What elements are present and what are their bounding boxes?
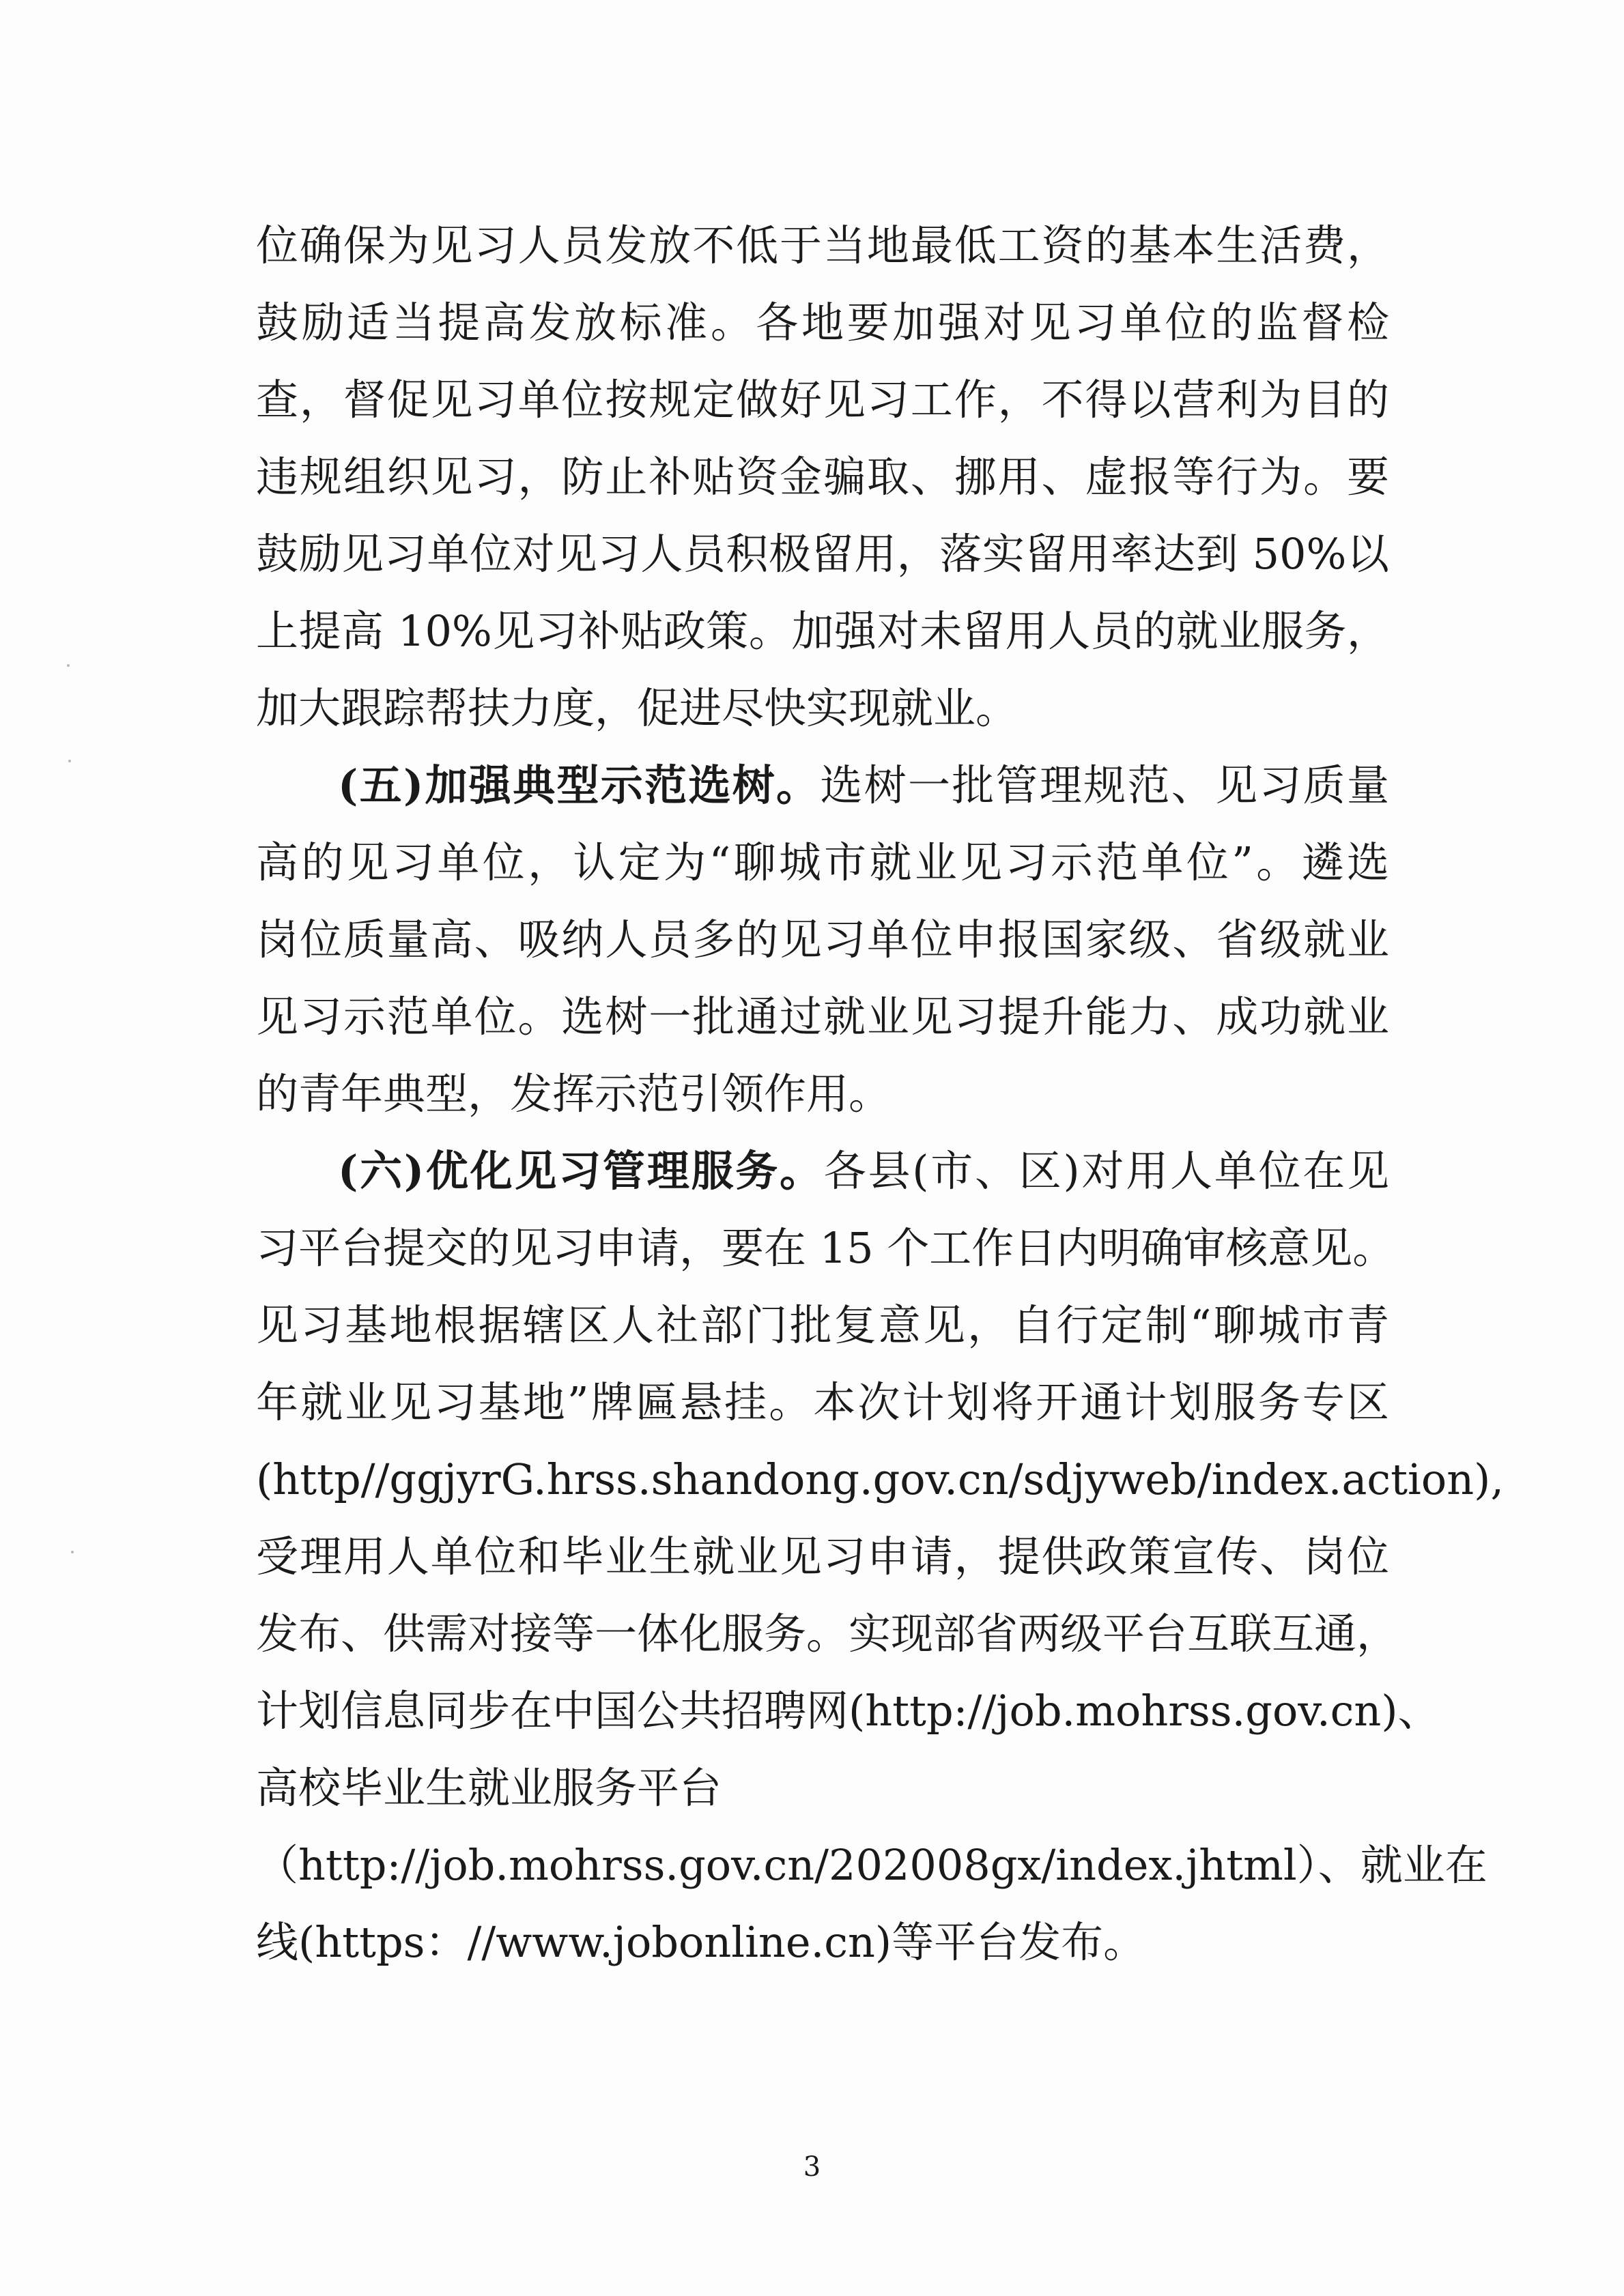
section-heading: (五)加强典型示范选树。	[338, 760, 821, 810]
text-line: 位确保为见习人员发放不低于当地最低工资的基本生活费，	[256, 220, 1389, 270]
text-line: 鼓励适当提高发放标准。各地要加强对见习单位的监督检	[256, 298, 1389, 347]
text-run: 选树一批管理规范、见习质量	[820, 760, 1389, 810]
text-line: 岗位质量高、吸纳人员多的见习单位申报国家级、省级就业	[256, 915, 1389, 964]
text-line: 计划信息同步在中国公共招聘网(http://job.mohrss.gov.cn)、	[256, 1686, 1440, 1736]
text-line: 高校毕业生就业服务平台	[256, 1763, 722, 1813]
text-line: 习平台提交的见习申请，要在 15 个工作日内明确审核意见。	[256, 1223, 1395, 1273]
text-line: 加大跟踪帮扶力度，促进尽快实现就业。	[256, 683, 1018, 733]
scan-speck	[68, 760, 71, 762]
text-line: 的青年典型，发挥示范引领作用。	[256, 1069, 892, 1119]
text-line: 见习示范单位。选树一批通过就业见习提升能力、成功就业	[256, 992, 1389, 1042]
paragraph-first-line	[338, 1144, 1389, 1199]
text-line: 高的见习单位，认定为“聊城市就业见习示范单位”。遴选	[256, 837, 1389, 887]
page-number: 3	[803, 2151, 821, 2183]
text-line: 查，督促见习单位按规定做好见习工作，不得以营利为目的	[256, 375, 1389, 425]
url-line: (http//ggjyrG.hrss.shandong.gov.cn/sdjyweb/index.action),	[256, 1454, 1505, 1504]
text-line: 受理用人单位和毕业生就业见习申请，提供政策宣传、岗位	[256, 1532, 1389, 1581]
text-line: 线(https：//www.jobonline.cn)等平台发布。	[256, 1917, 1146, 1967]
text-run: 各县(市、区)对用人单位在见	[823, 1146, 1389, 1196]
text-line: 违规组织见习，防止补贴资金骗取、挪用、虚报等行为。要	[256, 452, 1389, 502]
scan-speck	[71, 1551, 74, 1553]
scan-speck	[67, 664, 70, 667]
text-line: 年就业见习基地”牌匾悬挂。本次计划将开通计划服务专区	[256, 1377, 1389, 1427]
text-line: 鼓励见习单位对见习人员积极留用，落实留用率达到 50%以	[256, 529, 1389, 579]
paragraph-first-line	[338, 758, 1389, 813]
text-line: 上提高 10%见习补贴政策。加强对未留用人员的就业服务，	[256, 606, 1389, 656]
text-line: 见习基地根据辖区人社部门批复意见，自行定制“聊城市青	[256, 1300, 1389, 1350]
text-line: 发布、供需对接等一体化服务。实现部省两级平台互联互通，	[256, 1609, 1399, 1659]
section-heading: (六)优化见习管理服务。	[338, 1146, 824, 1196]
url-line: （http://job.mohrss.gov.cn/202008gx/index.jhtml）、就业在	[256, 1840, 1487, 1890]
